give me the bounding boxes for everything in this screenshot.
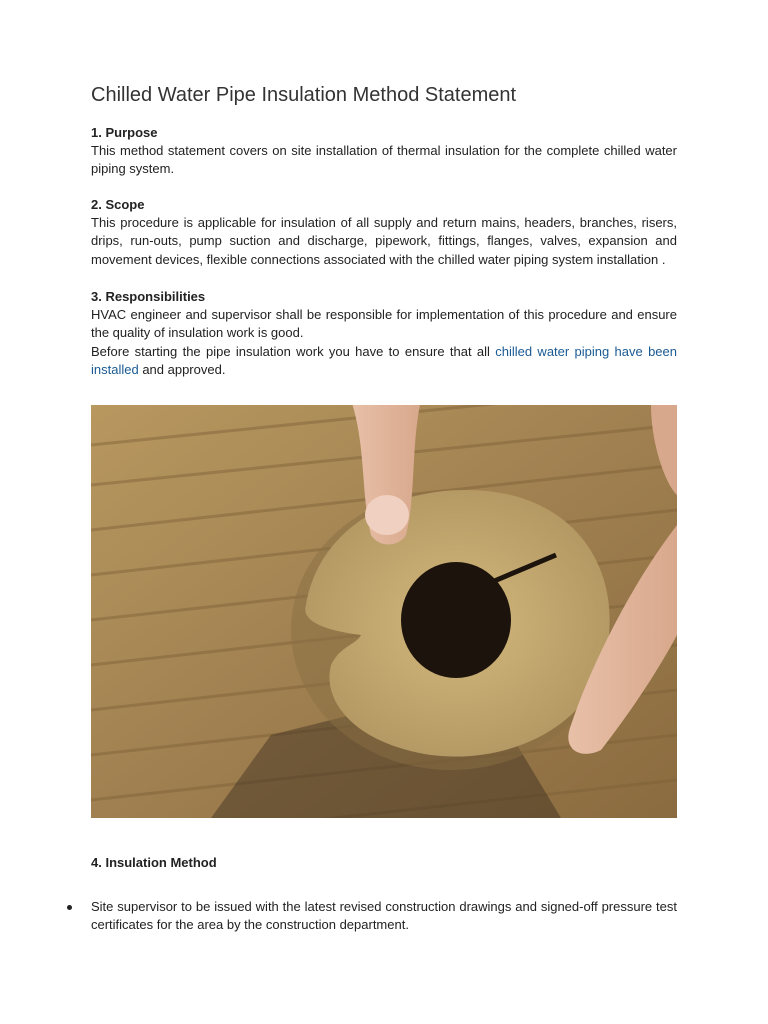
chilled-water-link[interactable]: chilled water piping have been installed: [91, 343, 677, 377]
section-insulation-method: [91, 854, 677, 872]
section-responsibilities: [91, 288, 677, 379]
document-title: Chilled Water Pipe Insulation Method Statement: [91, 84, 517, 106]
section-heading: 3. Responsibilities: [91, 289, 206, 304]
list-item-text: Site supervisor to be issued with the latest revised construction drawings and signed-off pressure test certificates for the area by the construction department.: [91, 899, 677, 933]
section-purpose: [91, 124, 677, 179]
list-item: [91, 898, 677, 935]
section-heading: 1. Purpose: [91, 125, 158, 140]
section-heading: 4. Insulation Method: [91, 855, 217, 870]
pipe-insulation-photo: [91, 405, 677, 818]
section-text: HVAC engineer and supervisor shall be responsible for implementation of this procedure and ensure the quality of insulation work is good.: [91, 307, 677, 341]
section-text-2: [91, 343, 677, 380]
insulation-method-list: [91, 898, 677, 935]
section-text: This procedure is applicable for insulation of all supply and return mains, headers, branches, risers, drips, run-outs, pump suction and discharge, pipework, fittings, flanges, valves, expansion and movement devices, flexible connections associated with the chilled water piping system installation .: [91, 215, 677, 267]
thumbnail: [365, 495, 409, 535]
text-before-link: Before starting the pipe insulation work you have to ensure that all: [91, 343, 496, 359]
bullet-icon: [67, 905, 72, 910]
section-text: This method statement covers on site installation of thermal insulation for the complete chilled water piping system.: [91, 143, 677, 177]
section-heading: 2. Scope: [91, 197, 145, 212]
section-scope: [91, 196, 677, 269]
text-after-link: and approved.: [138, 361, 226, 377]
